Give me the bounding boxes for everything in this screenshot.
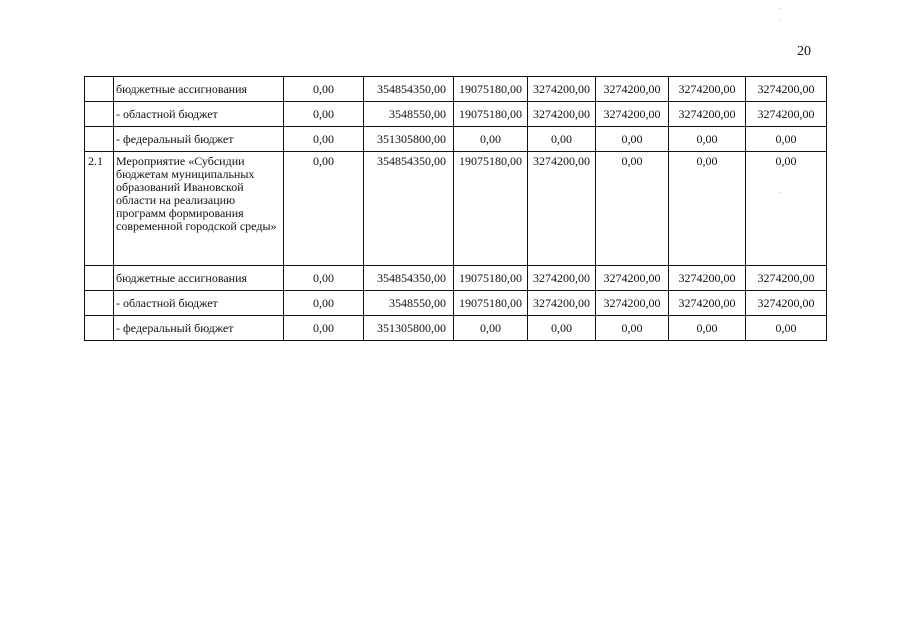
value-cell: 0,00 bbox=[596, 152, 669, 266]
row-number-cell bbox=[85, 266, 114, 291]
row-number-cell: 2.1 bbox=[85, 152, 114, 266]
value-cell: 3274200,00 bbox=[669, 102, 746, 127]
table-row bbox=[85, 291, 827, 316]
scan-speck bbox=[780, 8, 781, 9]
value-cell: 3274200,00 bbox=[528, 266, 596, 291]
value-cell: 0,00 bbox=[669, 316, 746, 341]
row-number-cell bbox=[85, 127, 114, 152]
value-cell: 3274200,00 bbox=[596, 266, 669, 291]
value-cell: 0,00 bbox=[746, 152, 827, 266]
table-row bbox=[85, 316, 827, 341]
value-cell: 0,00 bbox=[746, 316, 827, 341]
value-cell: 0,00 bbox=[284, 152, 364, 266]
value-cell: 3274200,00 bbox=[596, 77, 669, 102]
value-cell: 3274200,00 bbox=[596, 102, 669, 127]
scan-speck bbox=[779, 192, 780, 193]
value-cell: 0,00 bbox=[284, 291, 364, 316]
row-name-cell: - областной бюджет bbox=[114, 291, 284, 316]
value-cell: 3274200,00 bbox=[669, 266, 746, 291]
page-number: 20 bbox=[797, 44, 811, 59]
value-cell: 3548550,00 bbox=[364, 102, 454, 127]
table-row bbox=[85, 102, 827, 127]
value-cell: 19075180,00 bbox=[454, 266, 528, 291]
value-cell: 0,00 bbox=[284, 316, 364, 341]
value-cell: 3548550,00 bbox=[364, 291, 454, 316]
budget-table bbox=[84, 76, 827, 341]
value-cell: 354854350,00 bbox=[364, 266, 454, 291]
row-name-cell: - областной бюджет bbox=[114, 102, 284, 127]
row-number-cell bbox=[85, 316, 114, 341]
value-cell: 3274200,00 bbox=[528, 102, 596, 127]
value-cell: 3274200,00 bbox=[746, 102, 827, 127]
value-cell: 0,00 bbox=[669, 127, 746, 152]
row-name-cell: бюджетные ассигнования bbox=[114, 77, 284, 102]
value-cell: 0,00 bbox=[284, 266, 364, 291]
value-cell: 3274200,00 bbox=[746, 266, 827, 291]
row-number-cell bbox=[85, 102, 114, 127]
value-cell: 3274200,00 bbox=[528, 291, 596, 316]
value-cell: 19075180,00 bbox=[454, 291, 528, 316]
value-cell: 3274200,00 bbox=[596, 291, 669, 316]
row-name-cell: - федеральный бюджет bbox=[114, 127, 284, 152]
value-cell: 3274200,00 bbox=[528, 77, 596, 102]
value-cell: 0,00 bbox=[528, 316, 596, 341]
value-cell: 0,00 bbox=[746, 127, 827, 152]
value-cell: 3274200,00 bbox=[528, 152, 596, 266]
table-row bbox=[85, 266, 827, 291]
value-cell: 354854350,00 bbox=[364, 77, 454, 102]
scan-speck bbox=[780, 20, 781, 21]
value-cell: 0,00 bbox=[284, 102, 364, 127]
value-cell: 19075180,00 bbox=[454, 102, 528, 127]
row-number-cell bbox=[85, 291, 114, 316]
value-cell: 3274200,00 bbox=[669, 77, 746, 102]
row-name-cell: бюджетные ассигнования bbox=[114, 266, 284, 291]
value-cell: 0,00 bbox=[669, 152, 746, 266]
table-row bbox=[85, 152, 827, 266]
value-cell: 19075180,00 bbox=[454, 77, 528, 102]
value-cell: 19075180,00 bbox=[454, 152, 528, 266]
value-cell: 0,00 bbox=[528, 127, 596, 152]
value-cell: 0,00 bbox=[454, 316, 528, 341]
value-cell: 0,00 bbox=[454, 127, 528, 152]
value-cell: 0,00 bbox=[596, 316, 669, 341]
value-cell: 0,00 bbox=[284, 77, 364, 102]
table-row bbox=[85, 127, 827, 152]
table-row bbox=[85, 77, 827, 102]
value-cell: 351305800,00 bbox=[364, 316, 454, 341]
row-name-cell: - федеральный бюджет bbox=[114, 316, 284, 341]
value-cell: 3274200,00 bbox=[669, 291, 746, 316]
row-name-cell: Мероприятие «Субсидии бюджетам муниципальных образований Ивановской области на реализацию программ формирования современной городской среды» bbox=[114, 152, 284, 266]
value-cell: 3274200,00 bbox=[746, 291, 827, 316]
value-cell: 351305800,00 bbox=[364, 127, 454, 152]
value-cell: 0,00 bbox=[596, 127, 669, 152]
value-cell: 0,00 bbox=[284, 127, 364, 152]
row-number-cell bbox=[85, 77, 114, 102]
value-cell: 354854350,00 bbox=[364, 152, 454, 266]
value-cell: 3274200,00 bbox=[746, 77, 827, 102]
